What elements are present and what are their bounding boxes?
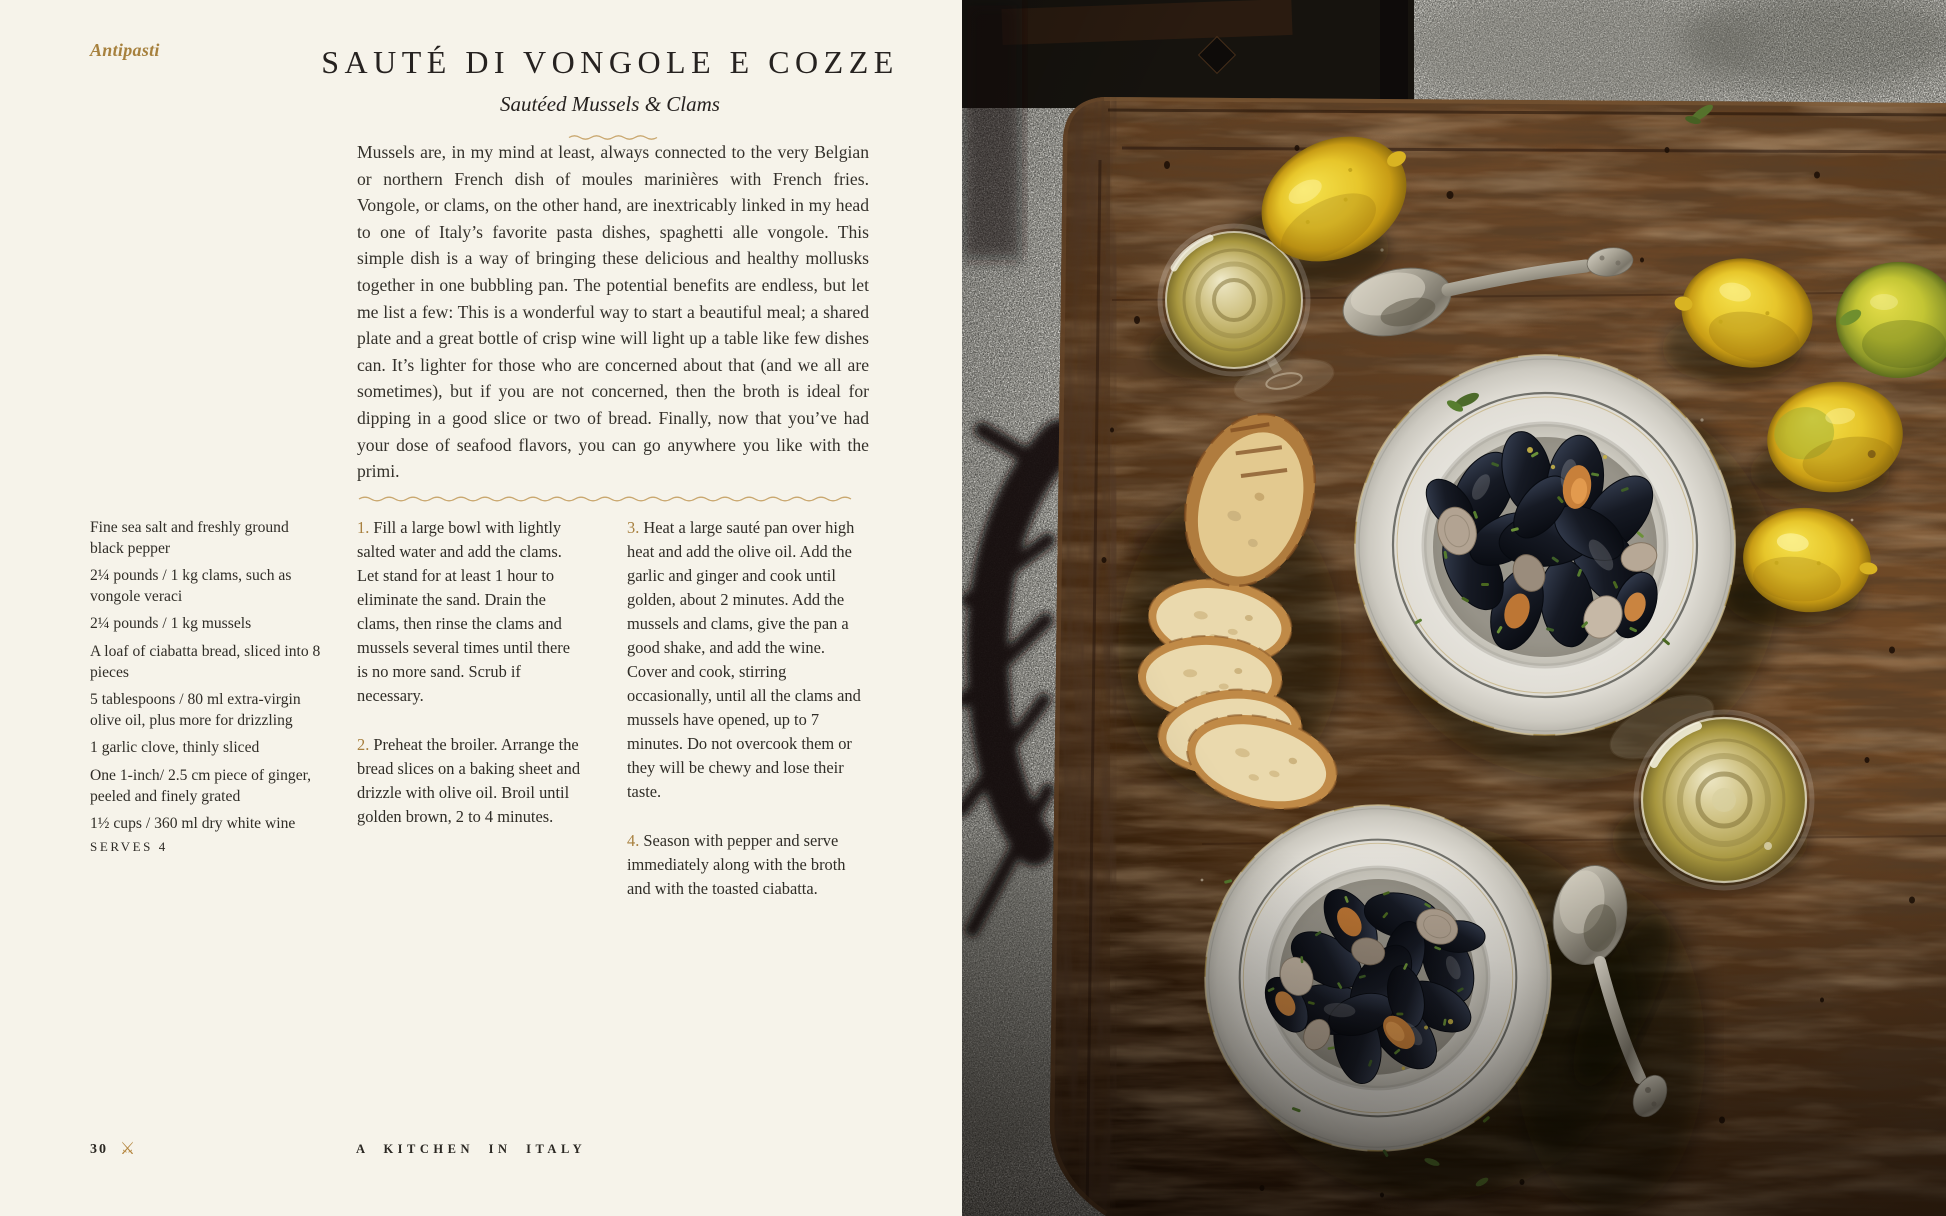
step-text: Season with pepper and serve immediately along with the broth and with the toasted ciabatta. xyxy=(627,831,846,898)
ingredient-item: 5 tablespoons / 80 ml extra-virgin olive oil, plus more for drizzling xyxy=(90,691,301,729)
ingredient-item: A loaf of ciabatta bread, sliced into 8 pieces xyxy=(90,642,321,681)
recipe-step xyxy=(357,516,583,708)
method-column-2 xyxy=(627,516,867,926)
serves-label: SERVES 4 xyxy=(90,839,168,854)
ingredient-item: 2¼ pounds / 1 kg clams, such as vongole veraci xyxy=(90,567,292,605)
page-number: 30 xyxy=(90,1142,108,1157)
recipe-step xyxy=(627,516,867,804)
page-footer-left xyxy=(90,1139,137,1159)
ingredient-item: Fine sea salt and freshly ground black pepper xyxy=(90,519,289,557)
chapter-label: Antipasti xyxy=(90,40,160,60)
intro-paragraph: Mussels are, in my mind at least, always connected to the very Belgian or northern French dish of moules marinières with French fries. Vongole, or clams, on the other hand, are inextricably linked in my head to one of Italy’s favorite pasta dishes, spaghetti alle vongole. This simple dish is a way of bringing these delicious and healthy mollusks together in one bubbling pan. The potential benefits are endless, but let me list a few: This is a wonderful way to start a beautiful meal; a shared plate and a great bottle of crisp wine will light up a table like few dishes can. It’s lighter for those who are concerned about that (and we all are sometimes), but if you are not concerned, then the broth is ideal for dipping in a good slice or two of bread. Finally, now that you’ve had your dose of seafood flavors, you can go anywhere you like with the primi. xyxy=(357,142,869,482)
recipe-step xyxy=(627,829,867,901)
ingredient-item: One 1-inch/ 2.5 cm piece of ginger, peeled and finely grated xyxy=(90,766,312,805)
crossed-ornament-icon: ⚔ xyxy=(120,1139,138,1159)
ingredient-item: 2¼ pounds / 1 kg mussels xyxy=(90,615,252,633)
ingredient-item: 1½ cups / 360 ml dry white wine xyxy=(90,815,296,833)
squiggle-divider-wide xyxy=(357,495,867,504)
bottom-shade-overlay xyxy=(962,0,1946,1216)
step-text: Heat a large sauté pan over high heat and add the olive oil. Add the garlic and ginger and cook until golden, about 2 minutes. Add the mussels and clams, give the pan a good shake, and add the wine. Cover and cook, stirring occasionally, until all the clams and mussels have opened, up to 7 minutes. Do not overcook them or they will be chewy and lose their taste. xyxy=(627,518,861,801)
food-photo xyxy=(962,0,1946,1216)
step-number: 1. xyxy=(357,518,370,537)
step-text: Fill a large bowl with lightly salted water and add the clams. Let stand for at least 1 hour to eliminate the sand. Drain the clams, then rinse the clams and mussels several times until there is no more sand. Scrub if necessary. xyxy=(357,518,571,705)
step-number: 2. xyxy=(357,735,370,754)
recipe-subtitle: Sautéed Mussels & Clams xyxy=(500,92,720,116)
step-text: Preheat the broiler. Arrange the bread slices on a baking sheet and drizzle with olive oil. Broil until golden brown, 2 to 4 minutes. xyxy=(357,735,581,826)
ingredients-list xyxy=(90,518,324,842)
step-number: 3. xyxy=(627,518,640,537)
method-column-1 xyxy=(357,516,583,854)
recipe-title: SAUTÉ DI VONGOLE E COZZE xyxy=(321,44,899,80)
book-title: A KITCHEN IN ITALY xyxy=(356,1142,587,1156)
step-number: 4. xyxy=(627,831,640,850)
recipe-step xyxy=(357,733,583,829)
ingredient-item: 1 garlic clove, thinly sliced xyxy=(90,739,260,757)
